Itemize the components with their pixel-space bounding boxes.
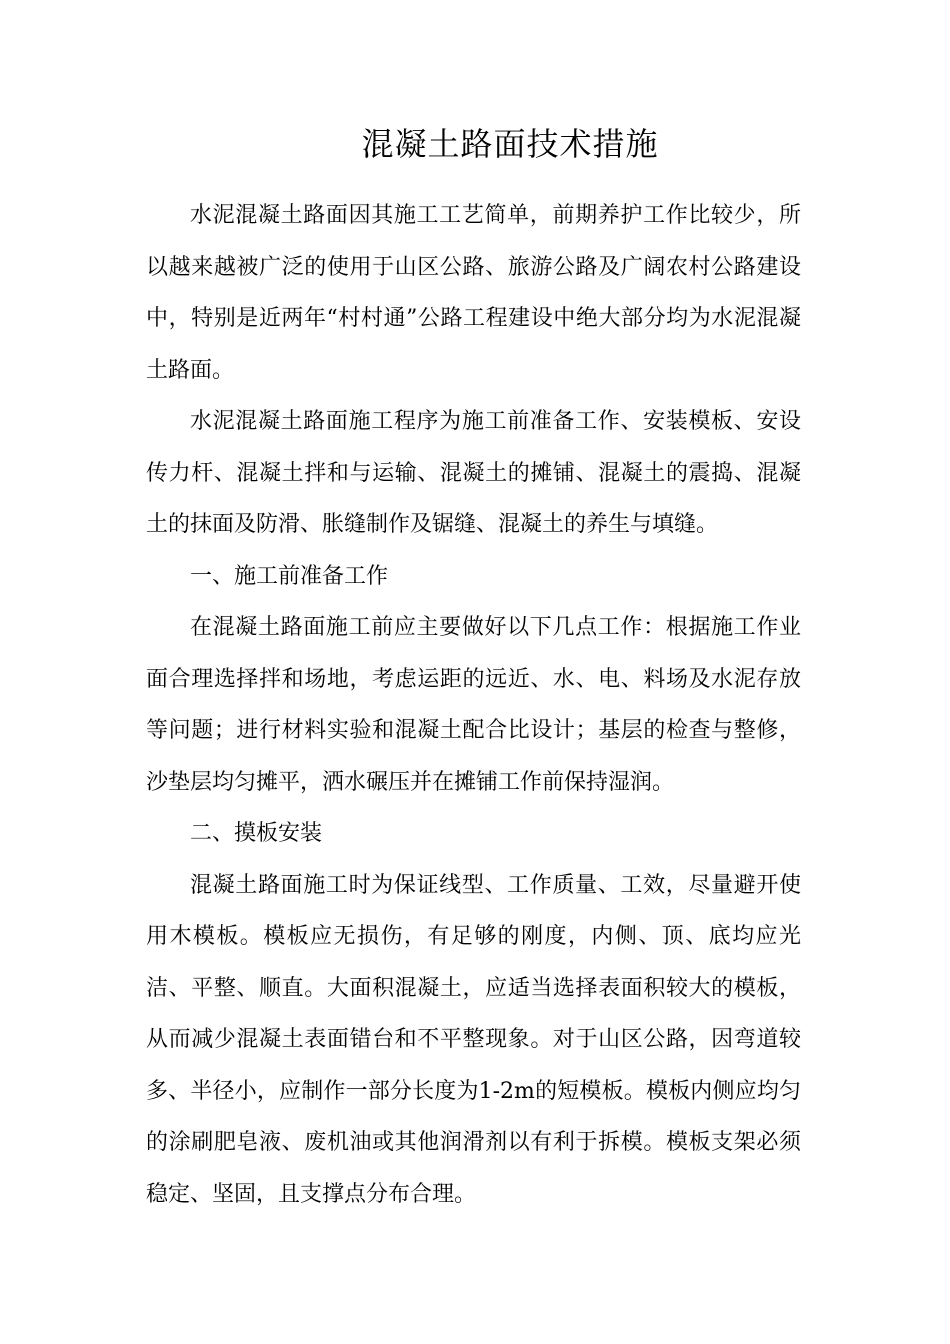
paragraph-intro: 水泥混凝土路面因其施工工艺简单，前期养护工作比较少，所以越来越被广泛的使用于山区公路、旅游公路及广阔农村公路建设中，特别是近两年“村村通”公路工程建设中绝大部分均为水泥混凝土路面。 [146, 203, 801, 383]
paragraph-formwork: 混凝土路面施工时为保证线型、工作质量、工效，尽量避开使用木模板。模板应无损伤，有足够的刚度，内侧、顶、底均应光洁、平整、顺直。大面积混凝土，应适当选择表面积较大的模板，从而减少混凝土表面错台和不平整现象。对于山区公路，因弯道较多、半径小，应制作一部分长度为1-2m的短模板。模板内侧应均匀的涂刷肥皂液、废机油或其他润滑剂以有利于拆模。模板支架必须稳定、坚固，且支撑点分布合理。 [146, 872, 801, 1207]
section-heading-preparation: 一、施工前准备工作 [190, 563, 389, 589]
section-heading-formwork: 二、摸板安装 [190, 821, 323, 846]
paragraph-procedure: 水泥混凝土路面施工程序为施工前准备工作、安装模板、安设传力杆、混凝土拌和与运输、混凝土的摊铺、混凝土的震捣、混凝土的抹面及防滑、胀缝制作及锯缝、混凝土的养生与填缝。 [146, 409, 801, 537]
paragraph-preparation: 在混凝土路面施工前应主要做好以下几点工作：根据施工作业面合理选择拌和场地，考虑运距的远近、水、电、料场及水泥存放等问题；进行材料实验和混凝土配合比设计；基层的检查与整修，沙垫层均匀摊平，洒水碾压并在摊铺工作前保持湿润。 [146, 615, 801, 795]
document-body [146, 190, 801, 1220]
document-title: 混凝土路面技术措施 [361, 125, 659, 163]
